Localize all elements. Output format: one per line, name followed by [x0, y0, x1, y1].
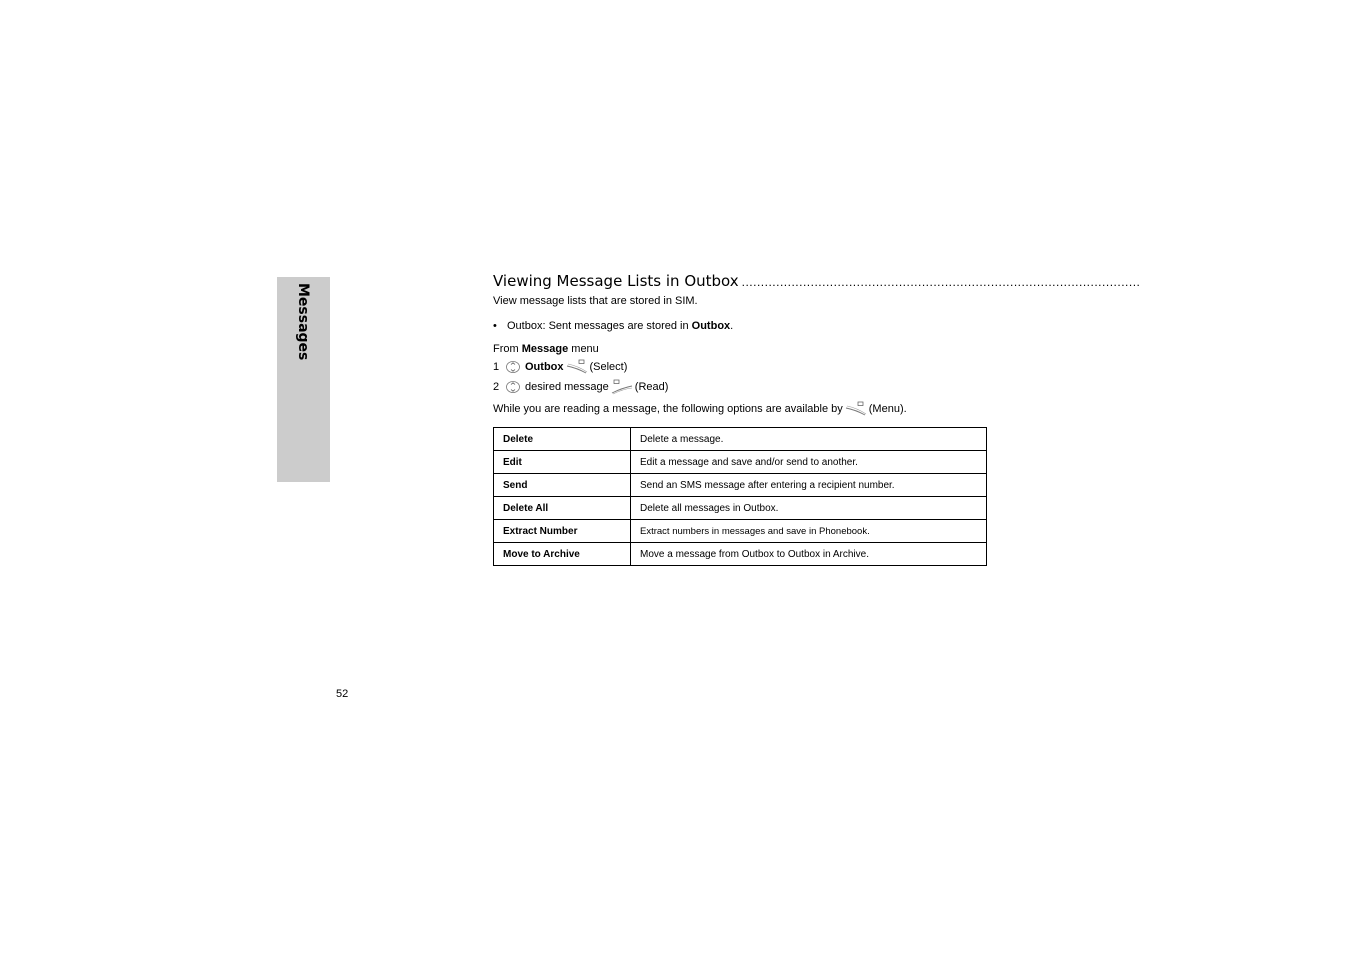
step-1: [493, 357, 989, 377]
bullet-bold-term: Outbox: [691, 320, 731, 332]
page-content: [493, 270, 1141, 566]
menu-name: Message: [521, 343, 569, 355]
bullet-item: [493, 319, 989, 334]
intro-text: View message lists that are stored in SIM.: [493, 295, 698, 307]
option-name: Delete: [494, 428, 631, 451]
step-action: (Select): [589, 361, 628, 373]
left-softkey-icon: [566, 359, 588, 375]
options-table: [493, 427, 987, 566]
table-row: [494, 497, 987, 520]
nav-scroll-icon: [505, 360, 521, 374]
option-description: Send an SMS message after entering a recipient number.: [631, 474, 987, 497]
bullet-text: Outbox: Sent messages are stored in Outbox.: [507, 320, 734, 332]
chapter-side-tab-label: Messages: [295, 283, 311, 361]
table-row: [494, 451, 987, 474]
option-description: Delete a message.: [631, 428, 987, 451]
option-description: Extract numbers in messages and save in Phonebook.: [631, 520, 987, 543]
page-number: 52: [336, 688, 349, 700]
option-name: Extract Number: [494, 520, 631, 543]
section-heading: [493, 270, 1141, 292]
title-dot-leader: ........................................................................................................: [741, 275, 1141, 289]
step-target: Outbox: [525, 361, 564, 373]
table-row: [494, 543, 987, 566]
step-number: 1: [493, 361, 500, 373]
chapter-side-tab: [277, 277, 330, 482]
step-action: (Read): [634, 381, 669, 393]
option-name: Send: [494, 474, 631, 497]
options-intro: While you are reading a message, the following options are available by (Menu).: [493, 401, 989, 417]
option-description: Delete all messages in Outbox.: [631, 497, 987, 520]
section-title: Viewing Message Lists in Outbox: [493, 272, 739, 290]
step-target: desired message: [525, 381, 609, 393]
bullet-marker: •: [493, 320, 497, 332]
step-2: [493, 377, 989, 397]
table-row: [494, 474, 987, 497]
option-description: Move a message from Outbox to Outbox in Archive.: [631, 543, 987, 566]
left-softkey-icon: [845, 401, 867, 417]
step-number: 2: [493, 381, 500, 393]
table-row: [494, 520, 987, 543]
table-row: [494, 428, 987, 451]
option-name: Move to Archive: [494, 543, 631, 566]
nav-scroll-icon: [505, 380, 521, 394]
right-softkey-icon: [611, 379, 633, 395]
option-name: Delete All: [494, 497, 631, 520]
option-description: Edit a message and save and/or send to another.: [631, 451, 987, 474]
from-menu-line: From Message menu: [493, 343, 599, 355]
option-name: Edit: [494, 451, 631, 474]
